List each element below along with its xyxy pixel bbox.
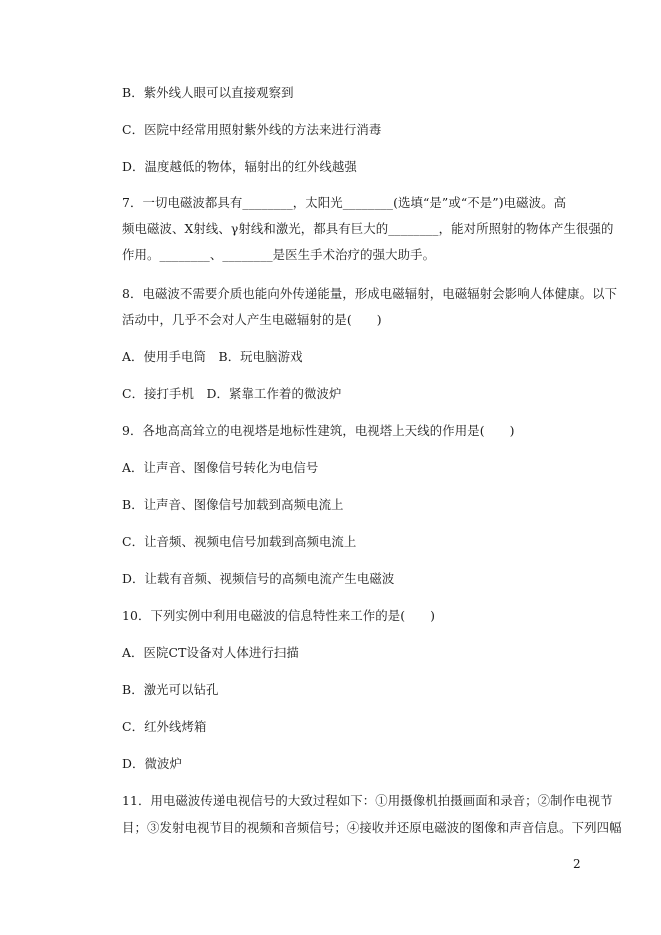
q9-option-d: D．让载有音频、视频信号的高频电流产生电磁波 <box>122 571 395 586</box>
q7-line-1: 7．一切电磁波都具有________，太阳光________(选填“是”或“不是”)电磁波。高 <box>122 195 567 210</box>
q9-option-c: C．让音频、视频电信号加载到高频电流上 <box>122 534 357 549</box>
q8-line-1: 8．电磁波不需要介质也能向外传递能量，形成电磁辐射，电磁辐射会影响人体健康。以下 <box>122 286 618 301</box>
q6-option-b: B．紫外线人眼可以直接观察到 <box>122 85 294 100</box>
q10-stem: 10．下列实例中利用电磁波的信息特性来工作的是( ) <box>122 608 436 623</box>
page-number: 2 <box>573 857 581 871</box>
q8-line-2: 活动中，几乎不会对人产生电磁辐射的是( ) <box>122 312 382 327</box>
q9-stem: 9．各地高高耸立的电视塔是地标性建筑，电视塔上天线的作用是( ) <box>122 423 515 438</box>
q7-line-2: 频电磁波、X射线、γ射线和激光，都具有巨大的________，能对所照射的物体产生很强的 <box>122 221 614 236</box>
q11-line-2: 目；③发射电视节目的视频和音频信号；④接收并还原电磁波的图像和声音信息。下列四幅 <box>122 820 622 835</box>
q7-line-3: 作用。________、________是医生手术治疗的强大助手。 <box>122 247 436 262</box>
q6-option-d: D．温度越低的物体，辐射出的红外线越强 <box>122 159 357 174</box>
q10-option-c: C．红外线烤箱 <box>122 719 207 734</box>
q10-option-b: B．激光可以钻孔 <box>122 682 219 697</box>
q8-options-ab: A．使用手电筒 B．玩电脑游戏 <box>122 349 303 364</box>
q8-options-cd: C．接打手机 D．紧靠工作着的微波炉 <box>122 386 342 401</box>
q10-option-d: D．微波炉 <box>122 756 182 771</box>
q10-option-a: A．医院CT设备对人体进行扫描 <box>122 645 299 660</box>
q9-option-b: B．让声音、图像信号加载到高频电流上 <box>122 497 344 512</box>
q6-option-c: C．医院中经常用照射紫外线的方法来进行消毒 <box>122 122 382 137</box>
q9-option-a: A．让声音、图像信号转化为电信号 <box>122 460 319 475</box>
q11-line-1: 11．用电磁波传递电视信号的大致过程如下：①用摄像机拍摄画面和录音；②制作电视节 <box>122 793 613 808</box>
